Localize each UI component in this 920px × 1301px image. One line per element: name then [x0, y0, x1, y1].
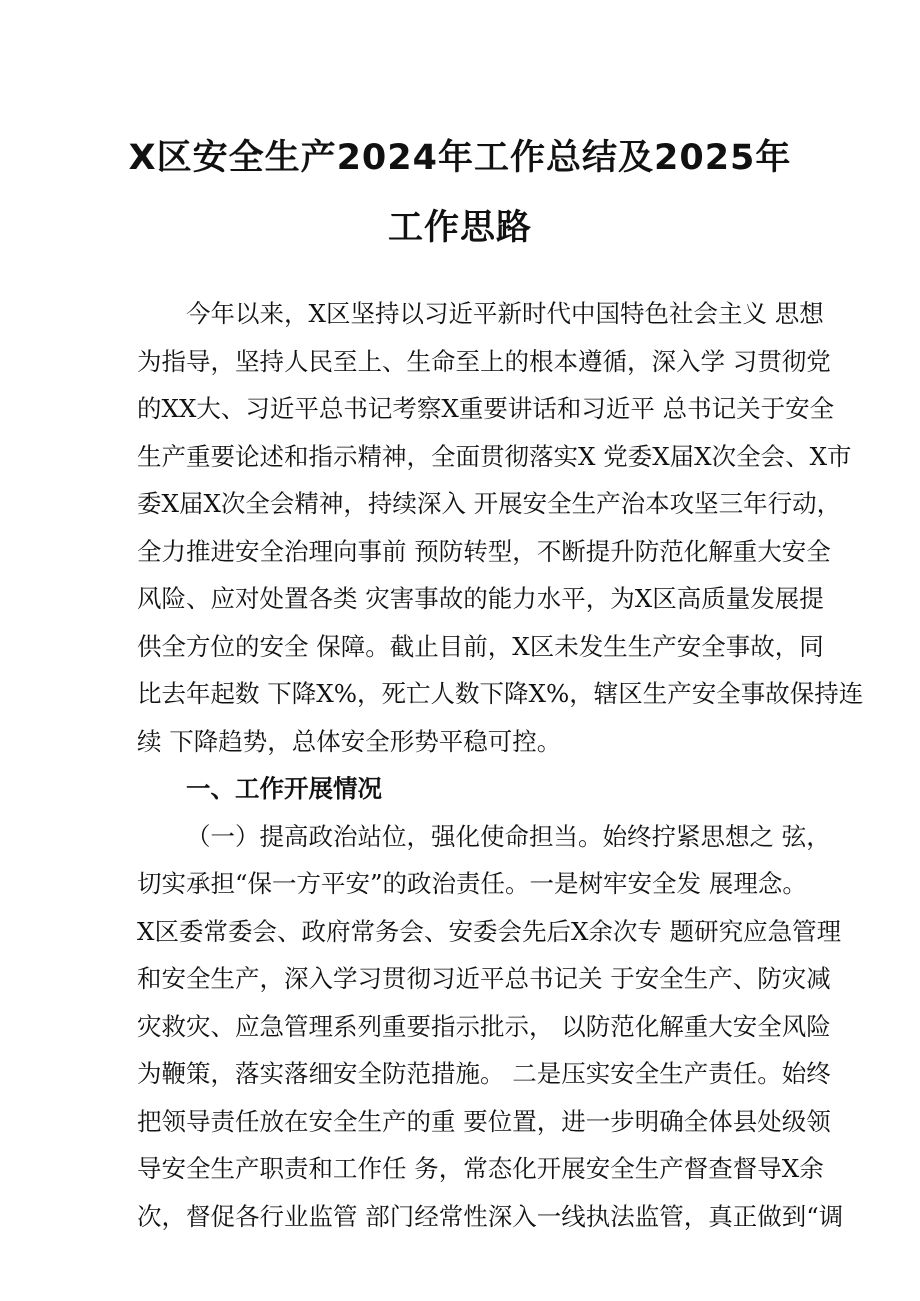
section-line: 灾救灾、应急管理系列重要指示批示， 以防范化解重大安全风险 — [137, 1011, 831, 1041]
intro-line: 供全方位的安全 保障。截止目前，X区未发生生产安全事故，同 — [137, 631, 824, 661]
section-line: （一）提高政治站位，强化使命担当。始终拧紧思想之 弦， — [186, 821, 831, 851]
section-1-paragraph — [137, 819, 844, 1247]
document-title-line-1: X区安全生产2024年工作总结及2025年 — [128, 138, 792, 178]
document-title-line-2: 工作思路 — [387, 208, 532, 248]
section-line: 切实承担“保一方平安”的政治责任。一是树牢安全发 展理念。 — [137, 869, 807, 898]
intro-line: 全力推进安全治理向事前 预防转型，不断提升防范化解重大安全 — [137, 536, 831, 566]
intro-line: 的XX大、习近平总书记考察X重要讲话和习近平 总书记关于安全 — [137, 394, 835, 423]
intro-line: 风险、应对处置各类 灾害事故的能力水平，为X区高质量发展提 — [137, 584, 824, 613]
document-body — [137, 296, 864, 1246]
intro-line: 比去年起数 下降X%，死亡人数下降X%，辖区生产安全事故保持连 — [137, 679, 864, 708]
intro-line: 为指导，坚持人民至上、生命至上的根本遵循，深入学 习贯彻党 — [137, 346, 831, 376]
intro-line: 续 下降趋势，总体安全形势平稳可控。 — [137, 726, 562, 756]
section-line: 次，督促各行业监管 部门经常性深入一线执法监管，真正做到“调 — [137, 1201, 844, 1231]
section-line: 为鞭策，落实落细安全防范措施。 二是压实安全生产责任。始终 — [137, 1059, 831, 1088]
section-line: 把领导责任放在安全生产的重 要位置，进一步明确全体县处级领 — [137, 1106, 831, 1136]
section-heading: 一、工作开展情况 — [186, 774, 382, 803]
section-line: 导安全生产职责和工作任 务，常态化开展安全生产督查督导X余 — [137, 1154, 824, 1183]
section-line: X区委常委会、政府常务会、安委会先后X余次专 题研究应急管理 — [137, 916, 842, 946]
intro-line: 委X届X次全会精神，持续深入 开展安全生产治本攻坚三年行动， — [137, 489, 842, 518]
intro-line: 今年以来，X区坚持以习近平新时代中国特色社会主义 思想 — [186, 299, 824, 328]
intro-paragraph — [137, 296, 864, 771]
intro-line: 生产重要论述和指示精神，全面贯彻落实X 党委X届X次全会、X市 — [137, 441, 852, 471]
section-line: 和安全生产，深入学习贯彻习近平总书记关 于安全生产、防灾减 — [137, 964, 831, 993]
